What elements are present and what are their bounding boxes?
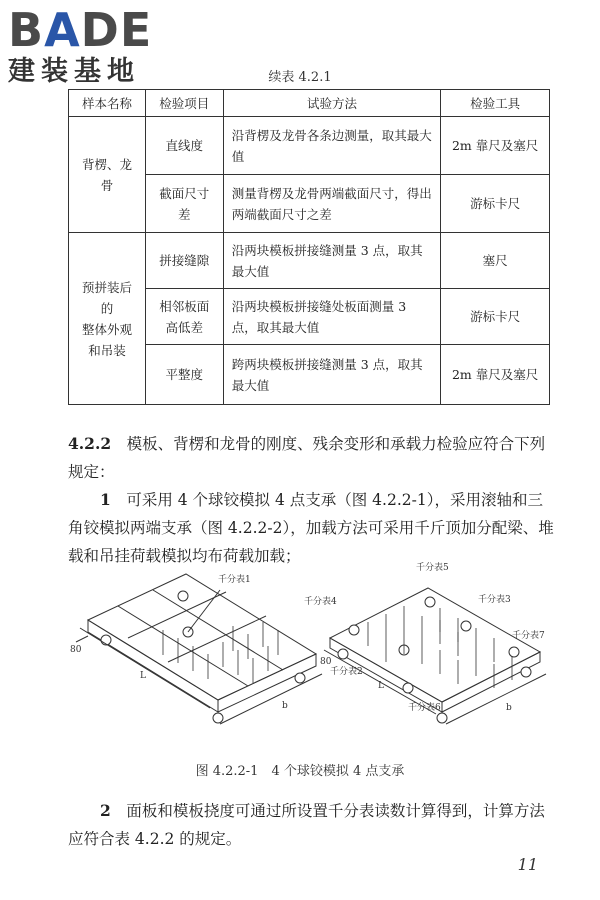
gauge-label-2: 千分表2 — [330, 667, 363, 677]
dimension-L-left: L — [140, 671, 146, 681]
header-sample: 样本名称 — [69, 90, 146, 117]
tool-cell: 塞尺 — [441, 233, 550, 289]
table-caption: 续表 4.2.1 — [268, 70, 332, 85]
logo-subtitle: 建装基地 — [8, 56, 140, 87]
tool-cell: 游标卡尺 — [441, 289, 550, 345]
dimension-80-right: 80 — [320, 657, 332, 667]
item-2-number: 2 — [100, 801, 111, 820]
item-2-text: 面板和模板挠度可通过所设置千分表读数计算得到，计算方法应符合表 4.2.2 的规定。 — [68, 802, 545, 848]
section-text: 模板、背楞和龙骨的刚度、残余变形和承载力检验应符合下列规定： — [68, 435, 546, 481]
header-method: 试验方法 — [223, 90, 440, 117]
dimension-b-left: b — [282, 701, 288, 711]
item-1-text: 可采用 4 个球铰模拟 4 点支承（图 4.2.2-1），采用滚轴和三角铰模拟两端支承（图 4.2.2-2），加载方法可采用千斤顶加分配梁、堆载和吊挂荷载模拟均布荷载加载； — [68, 491, 554, 565]
item-1 — [68, 486, 558, 570]
item-1-number: 1 — [100, 490, 111, 509]
gauge-label-6: 千分表6 — [408, 703, 441, 713]
figure-caption: 图 4.2.2-1 4 个球铰模拟 4 点支承 — [195, 764, 405, 779]
method-cell: 沿背楞及龙骨各条边测量，取其最大值 — [223, 117, 440, 175]
section-4-2-2 — [68, 430, 558, 486]
tool-cell: 2m 靠尺及塞尺 — [441, 345, 550, 405]
method-cell: 沿两块模板拼接缝处板面测量 3 点，取其最大值 — [223, 289, 440, 345]
frame-front-face — [88, 620, 218, 712]
dimension-b-right: b — [506, 703, 512, 713]
logo-wordmark: BADE — [8, 3, 153, 57]
method-cell: 沿两块模板拼接缝测量 3 点，取其最大值 — [223, 233, 440, 289]
table-header-row — [69, 90, 550, 117]
item-cell: 相邻板面高低差 — [145, 289, 223, 345]
gauge-label-3: 千分表3 — [478, 595, 511, 605]
gauge-label-1: 千分表1 — [218, 575, 251, 585]
header-item: 检验项目 — [145, 90, 223, 117]
item-cell: 直线度 — [145, 117, 223, 175]
header-tool: 检验工具 — [441, 90, 550, 117]
item-cell: 平整度 — [145, 345, 223, 405]
gauge-label-7: 千分表7 — [512, 631, 545, 641]
sample-group-2: 预拼装后的 整体外观 和吊装 — [69, 233, 146, 405]
table-row — [69, 233, 550, 289]
tool-cell: 2m 靠尺及塞尺 — [441, 117, 550, 175]
dimension-L-right: L — [378, 681, 384, 691]
item-2 — [68, 797, 558, 853]
inspection-table — [68, 89, 550, 405]
gauge-label-5: 千分表5 — [416, 563, 449, 573]
frame-top-outline — [88, 574, 316, 700]
page-number: 11 — [517, 855, 538, 874]
sample-group-1: 背楞、龙骨 — [69, 117, 146, 233]
method-cell: 测量背楞及龙骨两端截面尺寸，得出两端截面尺寸之差 — [223, 175, 440, 233]
item-cell: 截面尺寸差 — [145, 175, 223, 233]
panel-side-face — [442, 652, 540, 712]
dimension-80-left: 80 — [70, 645, 82, 655]
table-row — [69, 117, 550, 175]
gauge-label-4: 千分表4 — [304, 597, 337, 607]
panel-top-outline — [330, 588, 540, 702]
item-cell: 拼接缝隙 — [145, 233, 223, 289]
support-figure — [68, 560, 552, 760]
section-number: 4.2.2 — [68, 434, 112, 453]
tool-cell: 游标卡尺 — [441, 175, 550, 233]
method-cell: 跨两块模板拼接缝测量 3 点，取其最大值 — [223, 345, 440, 405]
